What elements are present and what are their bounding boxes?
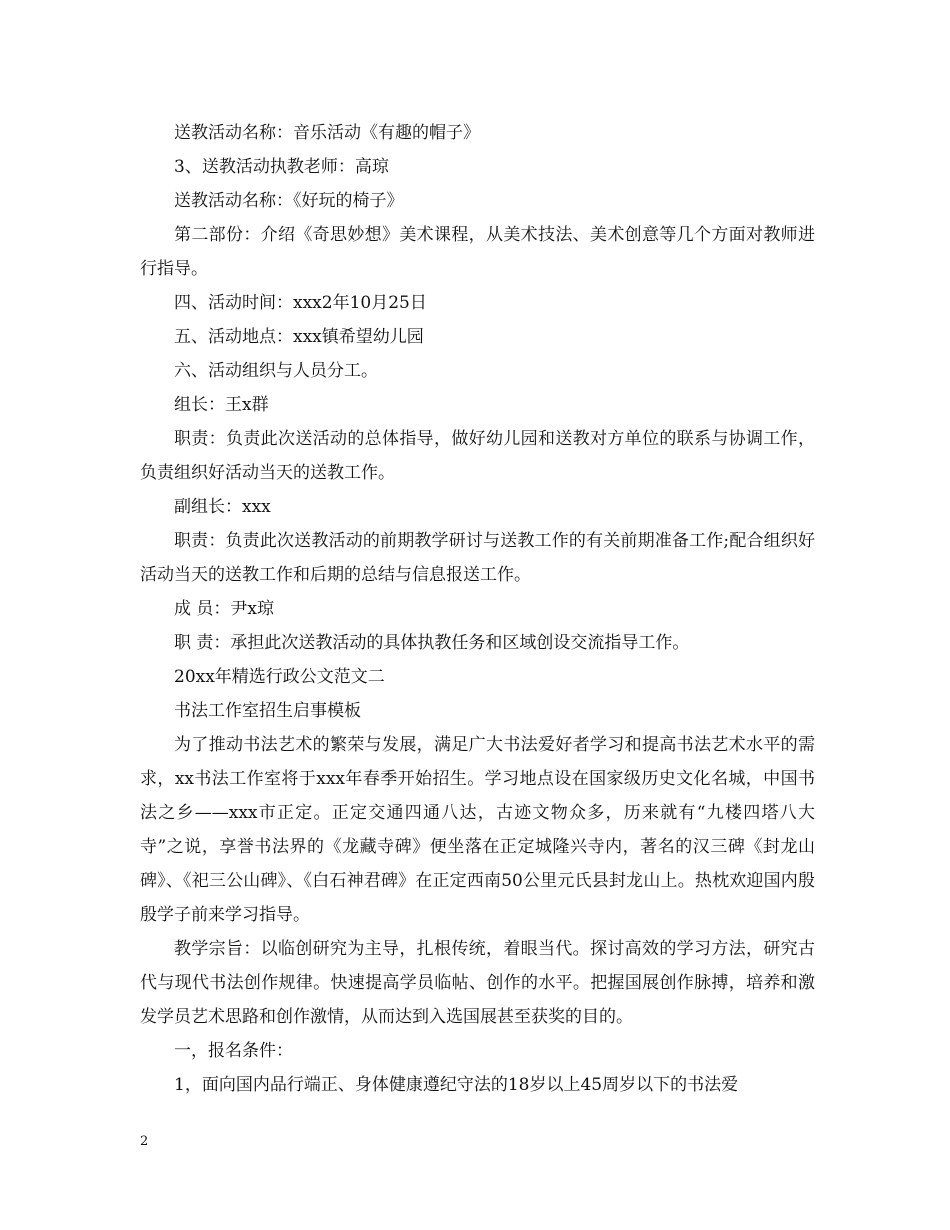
document-body xyxy=(140,116,815,1102)
paragraph-deputy-leader: 副组长：xxx xyxy=(174,497,271,517)
paragraph-member: 成 员：尹x琼 xyxy=(174,599,274,619)
paragraph-sample-two-title: 20xx年精选行政公文范文二 xyxy=(174,667,385,687)
paragraph-enrollment-heading: 一，报名条件： xyxy=(174,1041,293,1061)
paragraph-organization: 六、活动组织与人员分工。 xyxy=(174,361,378,381)
paragraph-calligraphy-title: 书法工作室招生启事模板 xyxy=(174,701,361,721)
paragraph-activity-name-music: 送教活动名称：音乐活动《有趣的帽子》 xyxy=(174,123,480,143)
paragraph-calligraphy-intro: 为了推动书法艺术的繁荣与发展，满足广大书法爱好者学习和提高书法艺术水平的需求，xx书法工作室将于xxx年春季开始招生。学习地点设在国家级历史文化名城，中国书法之乡——xxx市正定。正定交通四通八达，古迹文物众多，历来就有“九楼四塔八大寺”之说，享誉书法界的《龙藏寺碑》便坐落在正定城隆兴寺内，著名的汉三碑《封龙山碑》、《祀三公山碑》、《白石神君碑》在正定西南50公里元氏县封龙山上。热枕欢迎国内殷殷学子前来学习指导。 xyxy=(140,735,815,925)
paragraph-deputy-duties: 职责：负责此次送教活动的前期教学研讨与送教工作的有关前期准备工作;配合组织好活动当天的送教工作和后期的总结与信息报送工作。 xyxy=(140,531,815,585)
page-number: 2 xyxy=(140,1134,149,1149)
paragraph-leader-duties: 职责：负责此次送活动的总体指导，做好幼儿园和送教对方单位的联系与协调工作，负责组织好活动当天的送教工作。 xyxy=(140,429,815,483)
paragraph-enrollment-condition-1: 1，面向国内品行端正、身体健康遵纪守法的18岁以上45周岁以下的书法爱 xyxy=(174,1075,739,1095)
paragraph-teaching-aim: 教学宗旨：以临创研究为主导，扎根传统，着眼当代。探讨高效的学习方法，研究古代与现代书法创作规律。快速提高学员临帖、创作的水平。把握国展创作脉搏，培养和激发学员艺术思路和创作激情，从而达到入选国展甚至获奖的目的。 xyxy=(140,939,815,1027)
paragraph-teacher-3: 3、送教活动执教老师：高琼 xyxy=(174,157,389,177)
paragraph-activity-time: 四、活动时间：xxx2年10月25日 xyxy=(174,293,427,313)
paragraph-activity-location: 五、活动地点：xxx镇希望幼儿园 xyxy=(174,327,424,347)
paragraph-part-two: 第二部份：介绍《奇思妙想》美术课程，从美术技法、美术创意等几个方面对教师进行指导。 xyxy=(140,225,815,279)
paragraph-group-leader: 组长：王x群 xyxy=(174,395,269,415)
paragraph-activity-name-chair: 送教活动名称：《好玩的椅子》 xyxy=(174,191,404,211)
paragraph-member-duties: 职 责：承担此次送教活动的具体执教任务和区域创设交流指导工作。 xyxy=(174,633,690,653)
